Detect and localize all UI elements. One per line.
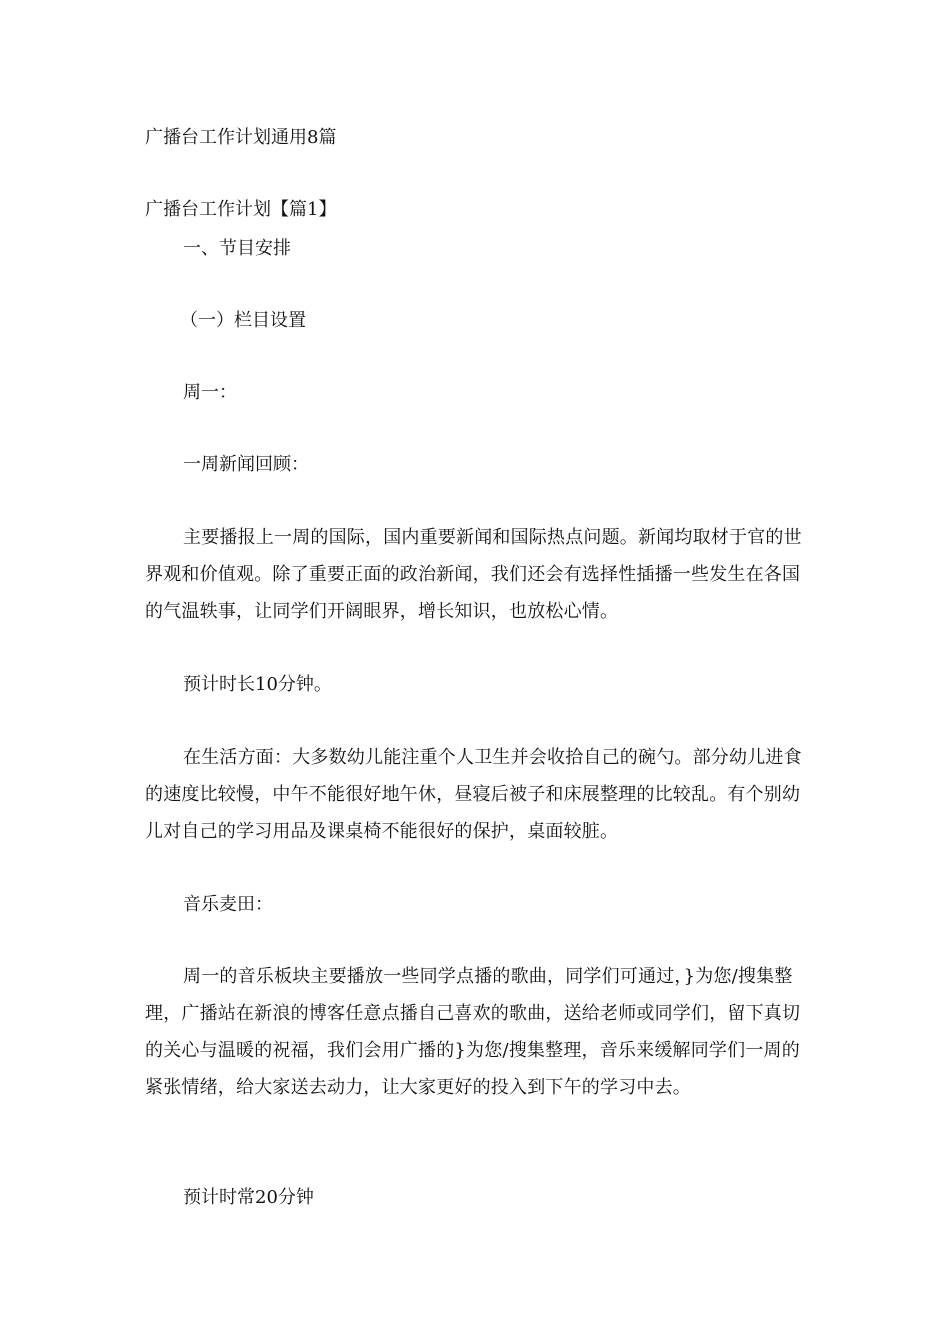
document-title: 广播台工作计划通用8篇 <box>145 127 337 148</box>
column2-body: 周一的音乐板块主要播放一些同学点播的歌曲，同学们可通过，}为您/搜集整理，广播站在新浪的博客任意点播自己喜欢的歌曲，送给老师或同学们，留下真切的关心与温暖的祝福，我们会用广播的}为您/搜集整理，音乐来缓解同学们一周的紧张情绪，给大家送去动力，让大家更好的投入到下午的学习中去。 <box>145 966 801 1098</box>
column1-title: 一周新闻回顾： <box>183 454 309 475</box>
column1-body: 主要播报上一周的国际，国内重要新闻和国际热点问题。新闻均取材于官的世界观和价值观。除了重要正面的政治新闻，我们还会有选择性插播一些发生在各国的气温轶事，让同学们开阔眼界，增长知识，也放松心情。 <box>145 527 802 622</box>
day-label: 周一： <box>183 382 237 403</box>
part-heading: 一、节目安排 <box>183 238 291 259</box>
column2-title: 音乐麦田： <box>183 894 273 915</box>
column1-duration: 预计时长10分钟。 <box>183 674 332 695</box>
sub-heading: （一）栏目设置 <box>180 310 306 331</box>
column2-duration: 预计时常20分钟 <box>183 1187 314 1208</box>
life-paragraph: 在生活方面：大多数幼儿能注重个人卫生并会收拾自己的碗勺。部分幼儿进食的速度比较慢，中午不能很好地午休，昼寝后被子和床展整理的比较乱。有个别幼儿对自己的学习用品及课桌椅不能很好的保护，桌面较脏。 <box>145 747 802 842</box>
section-heading: 广播台工作计划【篇1】 <box>145 199 337 220</box>
